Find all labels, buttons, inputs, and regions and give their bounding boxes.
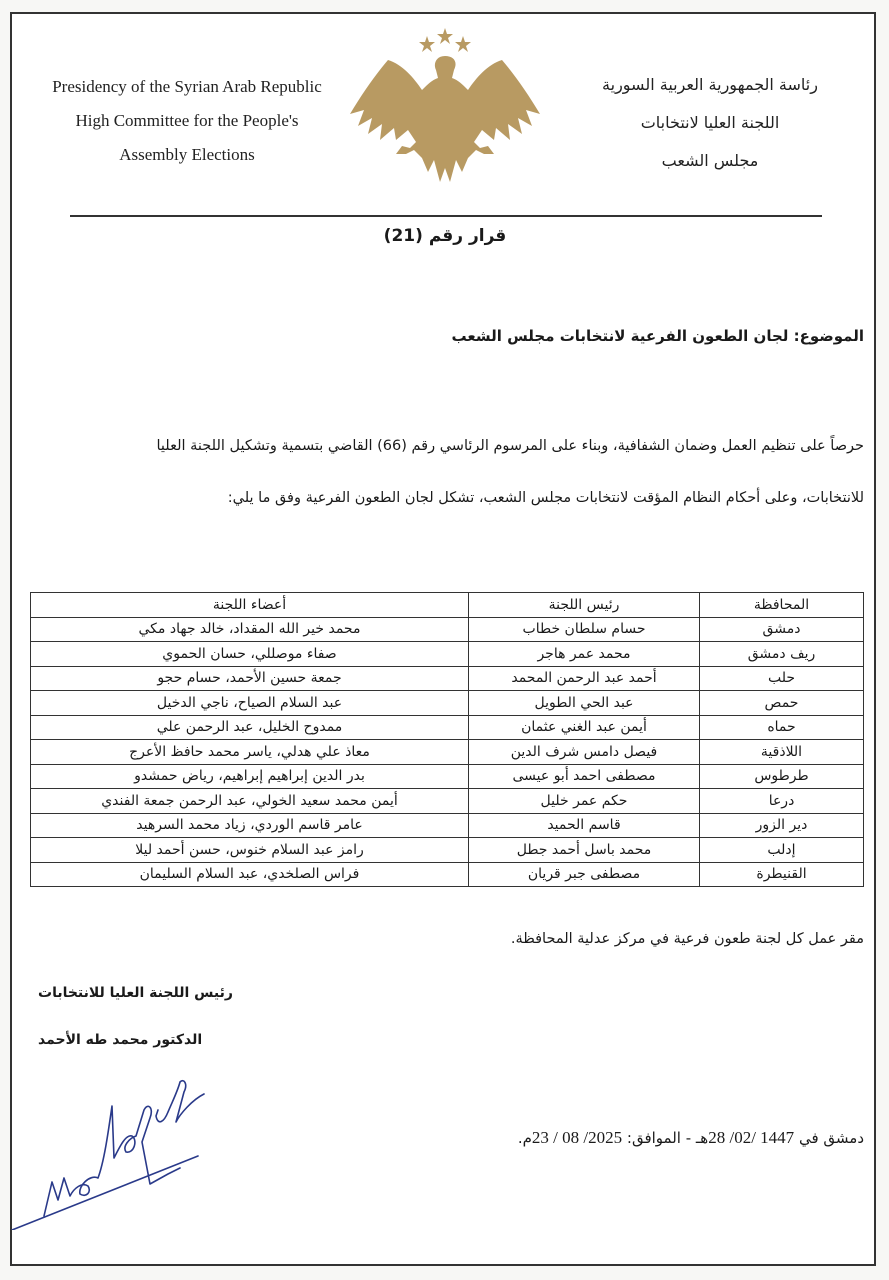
header-arabic (560, 66, 860, 180)
header-english (22, 70, 352, 172)
issue-date (364, 1128, 864, 1148)
preamble-line: حرصاً على تنظيم العمل وضمان الشفافية، وبناء على المرسوم الرئاسي رقم (66) القاضي بتسمية وتشكيل اللجنة العليا (156, 438, 864, 454)
cell-committee-head: أحمد عبد الرحمن المحمد (469, 666, 700, 691)
header-english-line: Assembly Elections (119, 145, 255, 164)
signatory-title: رئيس اللجنة العليا للانتخابات (38, 985, 233, 1001)
cell-governorate: حمص (700, 691, 864, 716)
cell-committee-members: عامر قاسم الوردي، زياد محمد السرهيد (31, 813, 469, 838)
header-english-line: Presidency of the Syrian Arab Republic (52, 77, 322, 96)
cell-committee-members: معاذ علي هدلي، ياسر محمد حافظ الأعرج (31, 740, 469, 765)
eagle-emblem-shape (350, 28, 540, 182)
preamble-line: للانتخابات، وعلى أحكام النظام المؤقت لانتخابات مجلس الشعب، تشكل لجان الطعون الفرعية وفق ما يلي: (227, 490, 864, 506)
table-row (31, 862, 864, 887)
signatory-name: الدكتور محمد طه الأحمد (38, 1032, 203, 1048)
cell-committee-members: رامز عبد السلام خنوس، حسن أحمد ليلا (31, 838, 469, 863)
table-row (31, 764, 864, 789)
cell-committee-members: عبد السلام الصياح، ناجي الدخيل (31, 691, 469, 716)
date-prefix: دمشق في (798, 1129, 864, 1147)
table-row (31, 838, 864, 863)
cell-committee-head: عبد الحي الطويل (469, 691, 700, 716)
table-row (31, 666, 864, 691)
table-row (31, 691, 864, 716)
cell-committee-head: حكم عمر خليل (469, 789, 700, 814)
header-committee-head: رئيس اللجنة (469, 593, 700, 618)
star-icon (437, 28, 453, 44)
cell-committee-head: محمد باسل أحمد جطل (469, 838, 700, 863)
cell-governorate: طرطوس (700, 764, 864, 789)
cell-committee-members: محمد خير الله المقداد، خالد جهاد مكي (31, 617, 469, 642)
table-row (31, 617, 864, 642)
table-row (31, 642, 864, 667)
handwritten-signature (8, 1050, 218, 1230)
preamble (22, 420, 864, 524)
cell-committee-head: محمد عمر هاجر (469, 642, 700, 667)
cell-committee-head: فيصل دامس شرف الدين (469, 740, 700, 765)
header-arabic-line: مجلس الشعب (661, 151, 759, 170)
header-arabic-line: اللجنة العليا لانتخابات (640, 113, 780, 132)
table-row (31, 740, 864, 765)
committees-table (30, 592, 864, 887)
cell-governorate: إدلب (700, 838, 864, 863)
cell-committee-head: أيمن عبد الغني عثمان (469, 715, 700, 740)
cell-governorate: دير الزور (700, 813, 864, 838)
cell-committee-members: صفاء موصللي، حسان الحموي (31, 642, 469, 667)
cell-committee-members: جمعة حسين الأحمد، حسام حجو (31, 666, 469, 691)
date-gregorian-suffix: م. (517, 1129, 532, 1147)
header-governorate: المحافظة (700, 593, 864, 618)
cell-governorate: القنيطرة (700, 862, 864, 887)
table-row (31, 715, 864, 740)
cell-committee-head: مصطفى جبر قريان (469, 862, 700, 887)
subject-line: الموضوع: لجان الطعون الفرعية لانتخابات مجلس الشعب (451, 327, 864, 345)
cell-committee-head: حسام سلطان خطاب (469, 617, 700, 642)
seat-note: مقر عمل كل لجنة طعون فرعية في مركز عدلية المحافظة. (510, 931, 864, 947)
date-hijri-suffix: هـ - الموافق: (626, 1129, 709, 1147)
cell-committee-head: قاسم الحميد (469, 813, 700, 838)
cell-governorate: اللاذقية (700, 740, 864, 765)
cell-governorate: ريف دمشق (700, 642, 864, 667)
cell-governorate: دمشق (700, 617, 864, 642)
cell-committee-members: فراس الصلخدي، عبد السلام السليمان (31, 862, 469, 887)
header-committee-members: أعضاء اللجنة (31, 593, 469, 618)
cell-committee-members: ممدوح الخليل، عبد الرحمن علي (31, 715, 469, 740)
cell-committee-head: مصطفى احمد أبو عيسى (469, 764, 700, 789)
eagle-emblem-icon (340, 22, 550, 192)
star-icon (419, 36, 435, 52)
cell-committee-members: أيمن محمد سعيد الخولي، عبد الرحمن جمعة الفندي (31, 789, 469, 814)
decree-title: قرار رقم (21) (383, 226, 507, 246)
header-divider (70, 215, 822, 217)
header-english-line: High Committee for the People's (75, 111, 299, 130)
date-hijri: 28 /02/ 1447 (708, 1128, 795, 1147)
cell-governorate: حماه (700, 715, 864, 740)
table-header-row (31, 593, 864, 618)
cell-committee-members: بدر الدين إبراهيم إبراهيم، رياض حمشدو (31, 764, 469, 789)
table-row (31, 813, 864, 838)
cell-governorate: درعا (700, 789, 864, 814)
star-icon (455, 36, 471, 52)
table-row (31, 789, 864, 814)
cell-governorate: حلب (700, 666, 864, 691)
header-arabic-line: رئاسة الجمهورية العربية السورية (602, 75, 818, 94)
date-gregorian: 23 / 08 /2025 (531, 1128, 623, 1147)
